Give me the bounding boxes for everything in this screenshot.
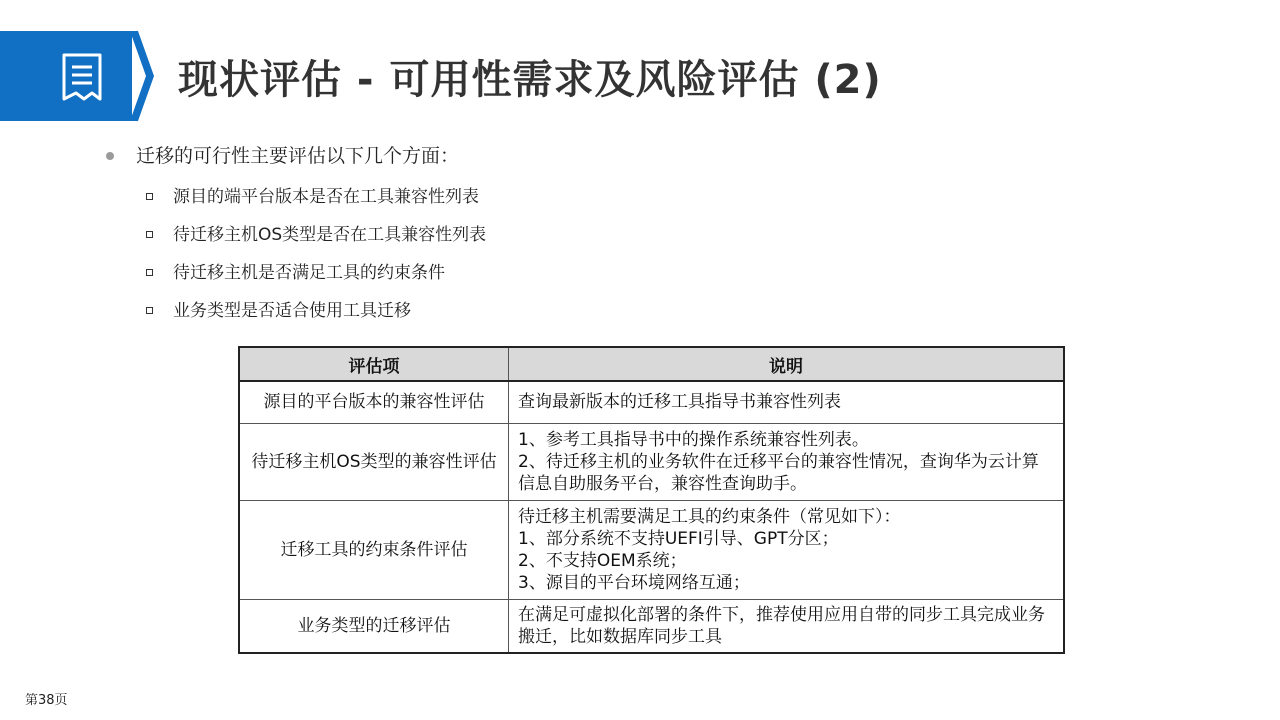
table-cell-item: 业务类型的迁移评估 — [239, 599, 509, 653]
square-bullet-icon — [146, 193, 153, 200]
list-item: 源目的端平台版本是否在工具兼容性列表 — [146, 182, 479, 207]
document-list-icon — [61, 52, 103, 102]
table-cell-desc: 查询最新版本的迁移工具指导书兼容性列表 — [509, 381, 1065, 423]
table-row — [239, 423, 1064, 500]
table-row — [239, 500, 1064, 599]
table-header-row — [239, 347, 1064, 381]
table-cell-desc: 待迁移主机需要满足工具的约束条件（常见如下）： 1、部分系统不支持UEFI引导、GPT分区； 2、不支持OEM系统； 3、源目的平台环境网络互通； — [509, 500, 1065, 599]
page-number: 第38页 — [25, 693, 68, 708]
page-title: 现状评估 - 可用性需求及风险评估 (2) — [178, 57, 882, 103]
evaluation-table — [238, 346, 1065, 654]
chevron-right-icon — [128, 31, 158, 121]
table-cell-desc: 在满足可虚拟化部署的条件下，推荐使用应用自带的同步工具完成业务搬迁，比如数据库同步工具 — [509, 599, 1065, 653]
list-item: 待迁移主机OS类型是否在工具兼容性列表 — [146, 220, 486, 245]
list-item: 待迁移主机是否满足工具的约束条件 — [146, 258, 445, 283]
table-cell-desc: 1、参考工具指导书中的操作系统兼容性列表。 2、待迁移主机的业务软件在迁移平台的兼容性情况，查询华为云计算信息自助服务平台，兼容性查询助手。 — [509, 423, 1065, 500]
square-bullet-icon — [146, 231, 153, 238]
table-cell-item: 迁移工具的约束条件评估 — [239, 500, 509, 599]
table-row — [239, 599, 1064, 653]
column-header-desc: 说明 — [509, 347, 1065, 381]
table-cell-item: 待迁移主机OS类型的兼容性评估 — [239, 423, 509, 500]
table-row — [239, 381, 1064, 423]
table-cell-item: 源目的平台版本的兼容性评估 — [239, 381, 509, 423]
intro-text: 迁移的可行性主要评估以下几个方面： — [136, 145, 460, 167]
column-header-item: 评估项 — [239, 347, 509, 381]
bullet-dot — [106, 152, 114, 160]
square-bullet-icon — [146, 307, 153, 314]
square-bullet-icon — [146, 269, 153, 276]
list-item: 业务类型是否适合使用工具迁移 — [146, 296, 411, 321]
